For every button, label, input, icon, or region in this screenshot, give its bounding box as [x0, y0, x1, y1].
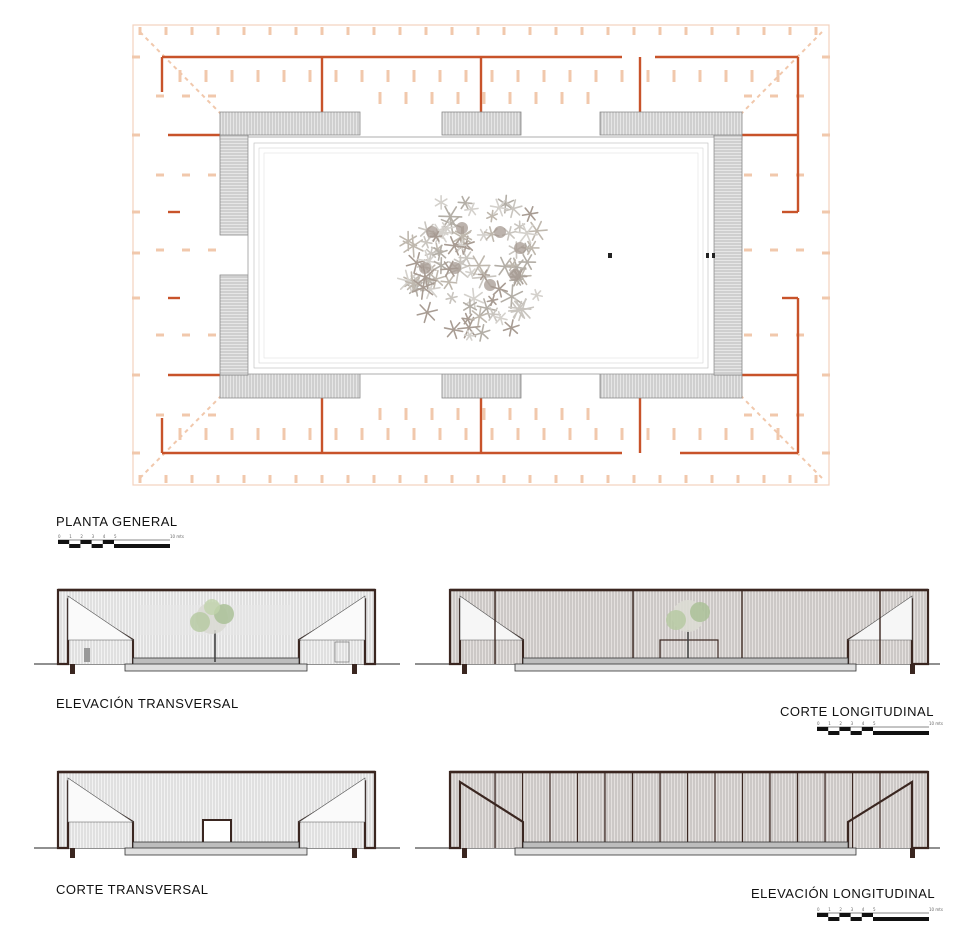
svg-text:5: 5	[114, 534, 117, 539]
label-corte-transversal: CORTE TRANSVERSAL	[56, 882, 209, 897]
label-corte-longitudinal: CORTE LONGITUDINAL	[780, 704, 934, 719]
marker	[712, 253, 715, 258]
corte-transversal-drawing	[34, 772, 400, 858]
label-elevacion-longitudinal: ELEVACIÓN LONGITUDINAL	[751, 886, 936, 901]
label-planta-general: PLANTA GENERAL	[56, 514, 178, 529]
svg-text:0: 0	[817, 907, 820, 912]
svg-text:4: 4	[861, 907, 865, 912]
svg-text:3: 3	[850, 907, 854, 912]
corte-longitudinal-drawing	[415, 590, 940, 674]
svg-text:1: 1	[828, 721, 831, 726]
svg-text:2: 2	[80, 534, 83, 539]
marker	[706, 253, 709, 258]
roof-bottom	[220, 372, 742, 398]
svg-text:10 mts: 10 mts	[929, 721, 943, 726]
svg-text:5: 5	[873, 721, 876, 726]
elevacion-transversal-drawing	[34, 590, 400, 674]
svg-text:3: 3	[850, 721, 854, 726]
elevacion-longitudinal-drawing	[415, 772, 940, 858]
scale-bar-elev-longitudinal	[817, 907, 943, 921]
svg-text:1: 1	[69, 534, 72, 539]
svg-text:10 mts: 10 mts	[170, 534, 184, 539]
svg-text:4: 4	[102, 534, 106, 539]
svg-text:0: 0	[817, 721, 820, 726]
scale-bar-plan	[58, 534, 184, 548]
svg-text:1: 1	[828, 907, 831, 912]
label-elevacion-transversal: ELEVACIÓN TRANSVERSAL	[56, 696, 239, 711]
svg-text:4: 4	[861, 721, 865, 726]
marker	[608, 253, 612, 258]
svg-text:0: 0	[58, 534, 61, 539]
svg-text:2: 2	[839, 907, 842, 912]
svg-text:3: 3	[91, 534, 95, 539]
svg-text:2: 2	[839, 721, 842, 726]
scale-bar-corte-longitudinal	[817, 721, 943, 735]
svg-text:10 mts: 10 mts	[929, 907, 943, 912]
svg-text:5: 5	[873, 907, 876, 912]
site-plan	[132, 25, 830, 485]
roof-top	[220, 112, 742, 140]
